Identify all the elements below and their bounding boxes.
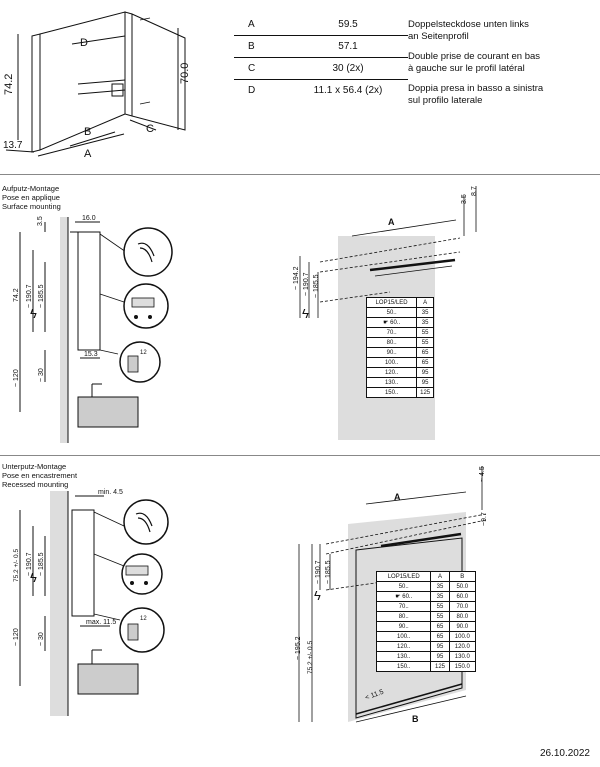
table-row: 120.. 95 120.0: [377, 642, 476, 652]
table-row: 70.. 55: [367, 328, 434, 338]
dim-11-5: < 11.5: [364, 688, 385, 702]
table-row: 150.. 125: [367, 388, 434, 398]
dim-185-5: ~ 185.5: [313, 274, 320, 298]
dim-120: ~ 120: [13, 369, 20, 387]
table-row: 90.. 65 90.0: [377, 622, 476, 632]
dim-190-7: ~ 190.7: [26, 552, 33, 576]
divider: [0, 174, 600, 175]
dim-d-label: D: [80, 37, 88, 49]
dim-depth: 13.7: [3, 140, 23, 151]
dim-185-5: ~ 185.5: [38, 284, 45, 308]
table-row: ☛ 60.. 35 60.0: [377, 592, 476, 602]
dim-a-label: A: [84, 148, 92, 160]
dim-190-7: ~ 190.7: [315, 560, 322, 584]
dim-185-5: ~ 185.5: [325, 560, 332, 584]
table-row: 130.. 95 130.0: [377, 652, 476, 662]
spec-table: [234, 14, 408, 101]
dim-16-0: 16.0: [82, 215, 96, 222]
note-de: Doppelsteckdose unten links an Seitenprofil: [408, 19, 529, 42]
spec-row: [234, 58, 408, 80]
table-row: 50.. 35 50.0: [377, 582, 476, 592]
electric-icon: ϟ: [30, 306, 37, 321]
dim-30: ~ 30: [38, 632, 45, 646]
surface-side-drawing: [0, 212, 200, 452]
surface-size-table: [366, 297, 434, 398]
document-date: 26.10.2022: [539, 748, 590, 759]
spec-key: A: [234, 14, 288, 36]
electric-icon: ϟ: [302, 306, 309, 321]
dim-12: 12: [140, 350, 147, 356]
dim-75-2: 75.2 +/- 0.5: [307, 640, 314, 674]
table-row: 130.. 95: [367, 378, 434, 388]
dim-194-2: ~ 194.2: [293, 266, 300, 290]
dim-a: A: [394, 492, 401, 502]
surface-title: Aufputz-Montage Pose en applique Surface mounting: [2, 184, 61, 211]
spec-value: 30 (2x): [288, 58, 408, 80]
dim-max-11-5: max. 11.5: [86, 619, 117, 626]
divider: [0, 455, 600, 456]
dim-195-2: ~ 195.2: [295, 636, 302, 660]
electric-icon: ϟ: [30, 570, 37, 585]
dim-h-left: 74.2: [3, 73, 15, 95]
dim-b: B: [412, 714, 419, 724]
recessed-side-drawing: [0, 486, 200, 726]
table-row: ☛ 60.. 35: [367, 318, 434, 328]
dim-12: 12: [140, 616, 147, 622]
dim-3-5: 3.5: [461, 194, 468, 204]
table-header: B: [449, 572, 475, 582]
electric-icon: ϟ: [314, 588, 321, 603]
table-row: 50.. 35: [367, 308, 434, 318]
dim-9-7: ~9.7: [481, 512, 488, 526]
dim-a: A: [388, 217, 395, 227]
spec-value: 59.5: [288, 14, 408, 36]
table-header: A: [431, 572, 449, 582]
table-header: A: [417, 298, 434, 308]
note-fr: Double prise de courant en bas à gauche sur le profil latéral: [408, 51, 541, 74]
table-row: 70.. 55 70.0: [377, 602, 476, 612]
table-row: 80.. 55 80.0: [377, 612, 476, 622]
recessed-title: Unterputz-Montage Pose en encastrement Recessed mounting: [2, 462, 78, 489]
spec-value: 57.1: [288, 36, 408, 58]
recessed-size-table: [376, 571, 476, 672]
dim-b-label: B: [84, 126, 92, 138]
table-header: LOP15/LED: [367, 298, 417, 308]
dim-190-7: ~ 190.7: [26, 284, 33, 308]
dim-185-5: ~ 185.5: [38, 552, 45, 576]
spec-row: [234, 36, 408, 58]
table-header: LOP15/LED: [377, 572, 431, 582]
table-row: 90.. 65: [367, 348, 434, 358]
table-row: 150.. 125 150.0: [377, 662, 476, 672]
pointing-hand-icon: ☛: [395, 594, 403, 600]
dim-3-5: 3.5: [37, 216, 44, 226]
dim-74-2: 74.2: [13, 288, 20, 302]
dim-h-right: 70.0: [179, 62, 191, 84]
table-row: 100.. 65: [367, 358, 434, 368]
note-it: Doppia presa in basso a sinistra sul profilo laterale: [408, 83, 544, 106]
dim-4-5: ~ 4.5: [479, 466, 486, 482]
dim-30: ~ 30: [38, 368, 45, 382]
pointing-hand-icon: ☛: [383, 320, 391, 326]
dim-75-2: 75.2 +/- 0.5: [13, 548, 20, 582]
dim-15-3: 15.3: [84, 351, 98, 358]
dim-120: ~ 120: [13, 628, 20, 646]
dim-190-7: ~ 190.7: [303, 272, 310, 296]
socket-notes: [408, 19, 593, 115]
table-row: 100.. 65 100.0: [377, 632, 476, 642]
spec-value: 11.1 x 56.4 (2x): [313, 85, 383, 96]
spec-row: [234, 14, 408, 36]
spec-key: C: [234, 58, 288, 80]
table-row: 80.. 55: [367, 338, 434, 348]
table-row: 120.. 95: [367, 368, 434, 378]
dim-8-7: 8.7: [471, 186, 478, 196]
dim-c-label: C: [146, 123, 154, 135]
dim-min-4-5: min. 4.5: [98, 489, 123, 496]
cabinet-3d-drawing: [0, 0, 215, 170]
spec-key: B: [234, 36, 288, 58]
spec-key: D: [248, 85, 256, 96]
spec-row: [234, 80, 408, 102]
